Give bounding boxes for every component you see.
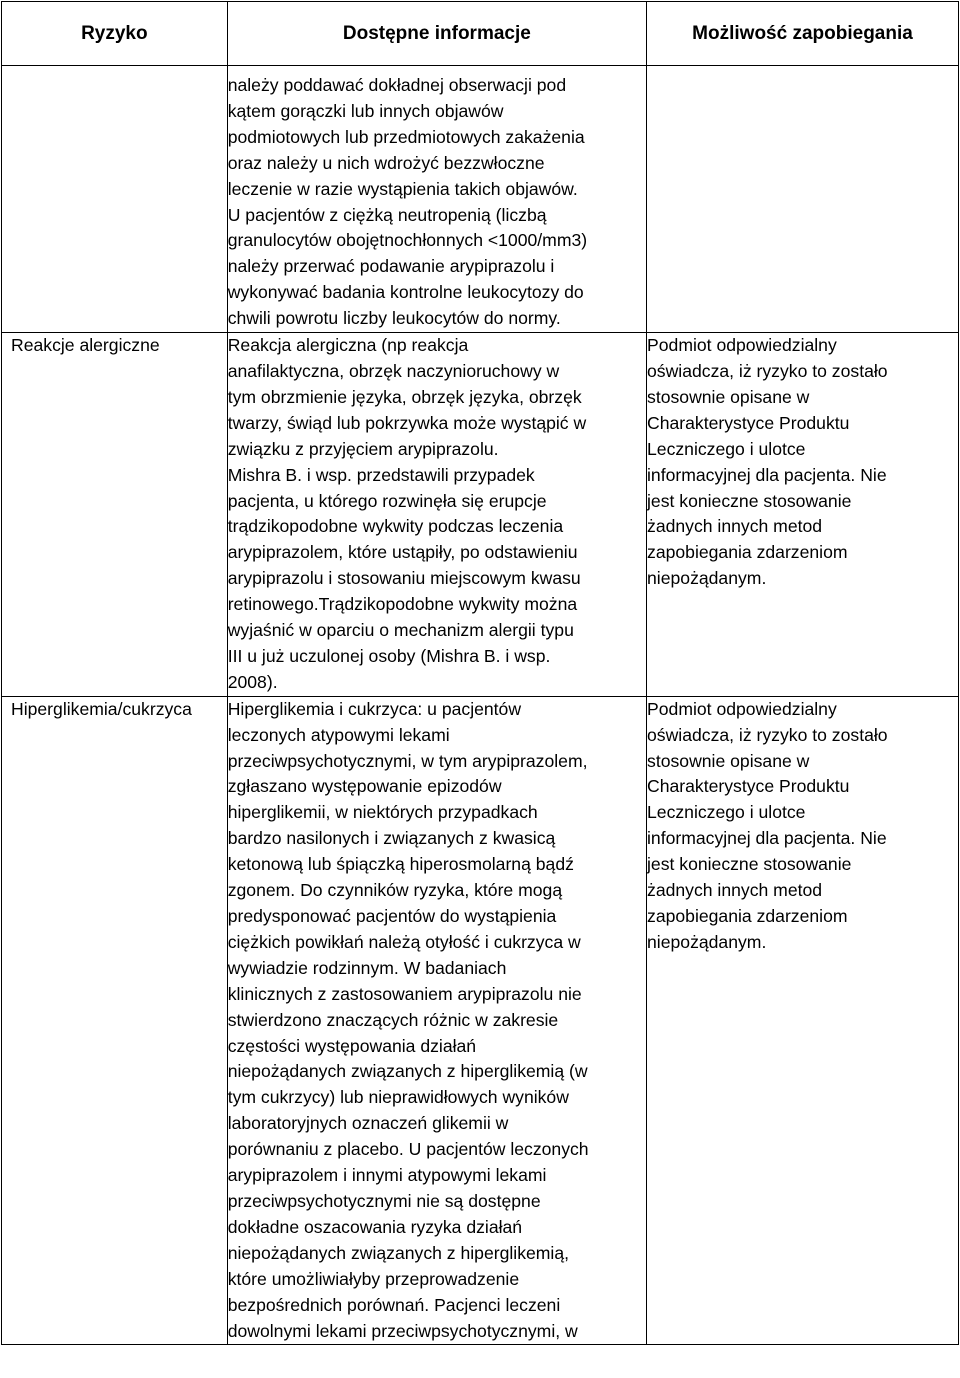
info-cell: [227, 66, 646, 333]
table-row: [2, 66, 959, 333]
text-line: dokładne oszacowania ryzyka działań: [227, 1216, 523, 1237]
text-line: ketonową lub śpiączką hiperosmolarną bądź: [227, 854, 574, 875]
text-line: oświadcza, iż ryzyko to zostało: [647, 360, 888, 381]
text-line: chwili powrotu liczby leukocytów do normy.: [227, 308, 561, 329]
text-line: bardzo nasilonych i związanych z kwasicą: [227, 828, 556, 849]
text-line: twarzy, świąd lub pokrzywka może wystąpić w: [227, 412, 587, 433]
text-line: pacjenta, u którego rozwinęła się erupcje: [227, 490, 547, 511]
text-line: trądzikopodobne wykwity podczas leczenia: [227, 516, 564, 537]
text-line: niepożądanym.: [647, 568, 767, 589]
text-line: zgonem. Do czynników ryzyka, które mogą: [227, 880, 563, 901]
text-line: ciężkich powikłań należą otyłość i cukrzyca w: [227, 931, 581, 952]
text-line: informacyjnej dla pacjenta. Nie: [647, 464, 887, 485]
text-line: anafilaktyczna, obrzęk naczynioruchowy w: [227, 360, 560, 381]
text-line: Podmiot odpowiedzialny: [647, 698, 837, 719]
text-line: należy przerwać podawanie arypiprazolu i: [227, 256, 555, 277]
text-line: przeciwpsychotycznymi, w tym arypiprazolem,: [227, 750, 588, 771]
header-available-info: Dostępne informacje: [227, 2, 646, 66]
text-line: jest konieczne stosowanie: [647, 490, 852, 511]
text-line: U pacjentów z ciężką neutropenią (liczbą: [227, 204, 547, 225]
text-line: zapobiegania zdarzeniom: [647, 906, 848, 926]
text-line: żadnych innych metod: [647, 516, 823, 537]
text-line: tym cukrzycy) lub nieprawidłowych wyników: [227, 1087, 569, 1108]
text-line: retinowego.Trądzikopodobne wykwity można: [227, 594, 578, 615]
text-line: III u już uczulonej osoby (Mishra B. i wsp.: [227, 645, 551, 666]
text-line: oraz należy u nich wdrożyć bezzwłoczne: [227, 152, 545, 173]
text-line: Leczniczego i ulotce: [647, 802, 806, 823]
text-line: żadnych innych metod: [647, 880, 823, 901]
text-line: hiperglikemii, w niektórych przypadkach: [227, 802, 538, 823]
text-line: przeciwpsychotycznymi nie są dostępne: [227, 1190, 541, 1211]
text-line: arypiprazolem, które ustąpiły, po odstawieniu: [227, 542, 578, 563]
text-line: zgłaszano występowanie epizodów: [227, 776, 502, 797]
table-body: [2, 66, 959, 1345]
text-line: kątem gorączki lub innych objawów: [227, 100, 504, 121]
prevention-cell: [647, 696, 959, 1345]
text-line: należy poddawać dokładnej obserwacji pod: [227, 75, 567, 95]
text-line: niepożądanych związanych z hiperglikemią,: [227, 1242, 570, 1263]
text-line: Hiperglikemia i cukrzyca: u pacjentów: [227, 698, 522, 719]
text-line: laboratoryjnych oznaczeń glikemii w: [227, 1113, 509, 1134]
risk-table: [1, 1, 959, 1345]
table-header-row: [2, 2, 959, 66]
text-line: Charakterystyce Produktu: [647, 412, 850, 433]
text-line: niepożądanym.: [647, 931, 767, 952]
info-cell: [227, 696, 646, 1345]
text-line: predysponować pacjentów do wystąpienia: [227, 906, 557, 926]
text-line: dowolnymi lekami przeciwpsychotycznymi, w: [227, 1320, 578, 1341]
text-line: wyjaśnić w oparciu o mechanizm alergii typu: [227, 620, 574, 641]
risk-cell: Hiperglikemia/cukrzyca: [2, 696, 228, 1345]
text-line: Podmiot odpowiedzialny: [647, 335, 837, 356]
text-line: Reakcja alergiczna (np reakcja: [227, 335, 469, 356]
text-line: 2008).: [227, 671, 278, 692]
text-line: częstości występowania działań: [227, 1035, 477, 1056]
text-line: stosownie opisane w: [647, 386, 810, 407]
text-line: wykonywać badania kontrolne leukocytozy do: [227, 282, 584, 303]
text-line: Charakterystyce Produktu: [647, 776, 850, 797]
text-line: granulocytów obojętnochłonnych <1000/mm3): [227, 230, 588, 251]
text-line: wywiadzie rodzinnym. W badaniach: [227, 957, 507, 978]
text-line: zapobiegania zdarzeniom: [647, 542, 848, 563]
text-line: Mishra B. i wsp. przedstawili przypadek: [227, 464, 535, 485]
text-line: leczonych atypowymi lekami: [227, 724, 450, 745]
table-row: [2, 333, 959, 697]
text-line: podmiotowych lub przedmiotowych zakażenia: [227, 126, 585, 147]
text-line: niepożądanych związanych z hiperglikemią (w: [227, 1061, 588, 1082]
text-line: które umożliwiałyby przeprowadzenie: [227, 1268, 520, 1289]
text-line: Leczniczego i ulotce: [647, 438, 806, 459]
text-line: bezpośrednich porównań. Pacjenci leczeni: [227, 1294, 561, 1315]
text-line: stosownie opisane w: [647, 750, 810, 771]
text-line: arypiprazolem i innymi atypowymi lekami: [227, 1165, 547, 1186]
header-risk: Ryzyko: [2, 2, 228, 66]
text-line: oświadcza, iż ryzyko to zostało: [647, 724, 888, 745]
text-line: stwierdzono znaczących różnic w zakresie: [227, 1009, 559, 1030]
prevention-cell: [647, 333, 959, 697]
text-line: leczenie w razie wystąpienia takich objawów.: [227, 178, 578, 199]
text-line: związku z przyjęciem arypiprazolu.: [227, 438, 499, 459]
info-cell: [227, 333, 646, 697]
text-line: porównaniu z placebo. U pacjentów leczonych: [227, 1139, 589, 1160]
text-line: klinicznych z zastosowaniem arypiprazolu nie: [227, 983, 582, 1004]
text-line: jest konieczne stosowanie: [647, 854, 852, 875]
text-line: arypiprazolu i stosowaniu miejscowym kwasu: [227, 568, 581, 589]
text-line: informacyjnej dla pacjenta. Nie: [647, 828, 887, 849]
text-line: tym obrzmienie języka, obrzęk języka, obrzęk: [227, 386, 582, 407]
risk-cell: [2, 66, 228, 333]
risk-cell: Reakcje alergiczne: [2, 333, 228, 697]
table-row: [2, 696, 959, 1345]
prevention-cell: [647, 66, 959, 333]
header-prevention: Możliwość zapobiegania: [647, 2, 959, 66]
